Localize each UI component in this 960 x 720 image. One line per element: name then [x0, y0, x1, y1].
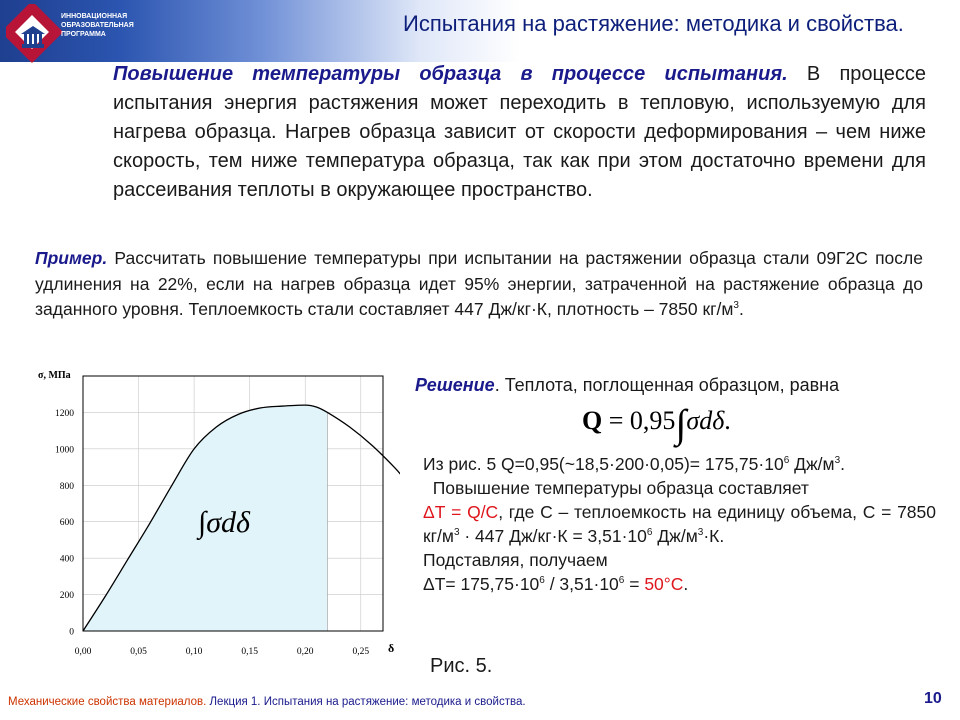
footer	[8, 696, 526, 708]
calc-text: / 3,51·10	[544, 574, 619, 594]
y-tick-label: 400	[59, 554, 74, 565]
x-tick-label: 0,05	[130, 647, 147, 657]
calc-sup: 3	[697, 527, 704, 539]
y-tick-label: 1000	[55, 445, 74, 456]
calc-text: ·К.	[703, 526, 725, 546]
calc-sup: 6	[539, 575, 545, 587]
intro-paragraph	[113, 60, 926, 205]
calc-sup: 3	[834, 455, 841, 467]
formula-body: σdδ	[686, 406, 725, 435]
delta-t-definition: ΔТ = Q/C	[423, 502, 499, 522]
calc-text: Из рис. 5 Q=0,95(~18,5·200·0,05)= 175,75·10	[423, 454, 784, 474]
y-tick-label: 800	[59, 481, 74, 492]
example-text: Рассчитать повышение температуры при испытании на растяжении образца стали 09Г2С после удлинения на 22%, если на нагрев образца идет 95% энергии, затраченной на растяжение образца до заданного уровня. Теплоемкость стали составляет 447 Дж/кг·К, плотность – 7850 кг/м	[35, 248, 923, 319]
logo-line-3: ПРОГРАММА	[61, 31, 106, 38]
formula-eq: = 0,95	[602, 406, 676, 435]
figure-caption: Рис. 5.	[430, 655, 493, 677]
formula-q: Q	[582, 406, 603, 435]
x-tick-label: 0,10	[185, 647, 203, 657]
x-tick-label: 0,25	[352, 647, 370, 657]
calc-line-1	[423, 452, 936, 476]
example-sup: 3	[733, 300, 739, 312]
calc-line-2: Повышение температуры образца составляет	[423, 478, 809, 498]
formula-integral-sign: ∫	[675, 401, 687, 446]
slide-title: Испытания на растяжение: методика и свойства.	[403, 11, 904, 36]
intro-heading: Повышение температуры образца в процессе испытания.	[113, 63, 788, 85]
calc-sup: 6	[783, 455, 790, 467]
calc-text: .	[840, 454, 846, 474]
calc-text: =	[624, 574, 645, 594]
calc-text: .	[683, 574, 689, 594]
footer-lecture: Лекция 1. Испытания на растяжение: методика и свойства.	[206, 696, 526, 708]
example-label: Пример.	[35, 248, 108, 268]
calc-text: · 447 Дж/кг·К = 3,51·10	[459, 526, 647, 546]
calc-sup: 3	[453, 527, 460, 539]
solution-label: Решение	[415, 375, 495, 395]
logo-name: УГТУ-УПИ	[10, 61, 66, 73]
solution-heading	[415, 375, 839, 396]
result-value: 50°С	[644, 574, 684, 594]
x-tick-labels	[75, 647, 370, 657]
logo-line-2: ОБРАЗОВАТЕЛЬНАЯ	[61, 22, 134, 29]
calc-line-3	[423, 500, 936, 548]
integral-annotation: ∫σdδ	[198, 506, 250, 539]
calc-line-5	[423, 572, 936, 596]
x-axis-label: δ	[388, 641, 395, 655]
calc-text: ΔТ= 175,75·10	[423, 574, 540, 594]
stress-strain-chart	[20, 360, 400, 660]
y-tick-label: 200	[59, 591, 74, 602]
example-end: .	[738, 299, 744, 319]
page-number: 10	[924, 690, 942, 707]
calc-text: Дж/м	[652, 526, 698, 546]
calc-text: Дж/м	[789, 454, 835, 474]
y-tick-label: 0	[69, 627, 74, 638]
calc-line-4: Подставляя, получаем	[423, 550, 608, 570]
example-paragraph	[35, 246, 923, 323]
calc-sup: 6	[618, 575, 625, 587]
intro-text: В процессе испытания энергия растяжения может переходить в тепловую, используемую для нагрева образца. Нагрев образца зависит от скорости деформирования – чем ниже скорость, тем ниже температура образца, так как при этом достаточно времени для рассеивания теплоты в окружающее пространство.	[113, 63, 926, 201]
footer-course: Механические свойства материалов.	[8, 696, 207, 708]
logo-line-1: ИННОВАЦИОННАЯ	[61, 13, 128, 20]
calculation-block	[423, 452, 936, 596]
solution-text: . Теплота, поглощенная образцом, равна	[494, 375, 840, 395]
y-tick-label: 1200	[55, 408, 74, 419]
x-tick-label: 0,20	[296, 647, 314, 657]
calc-sup: 6	[646, 527, 653, 539]
heat-formula	[582, 400, 731, 447]
formula-end: .	[724, 406, 731, 435]
y-tick-labels	[55, 409, 74, 638]
x-tick-label: 0,00	[74, 647, 92, 657]
x-tick-label: 0,15	[241, 647, 258, 657]
y-tick-label: 600	[59, 518, 74, 529]
y-axis-label: σ, МПа	[38, 370, 71, 381]
calc-text: , где С – теплоемкость на единицу объема, С = 7850 кг/м	[423, 502, 937, 546]
